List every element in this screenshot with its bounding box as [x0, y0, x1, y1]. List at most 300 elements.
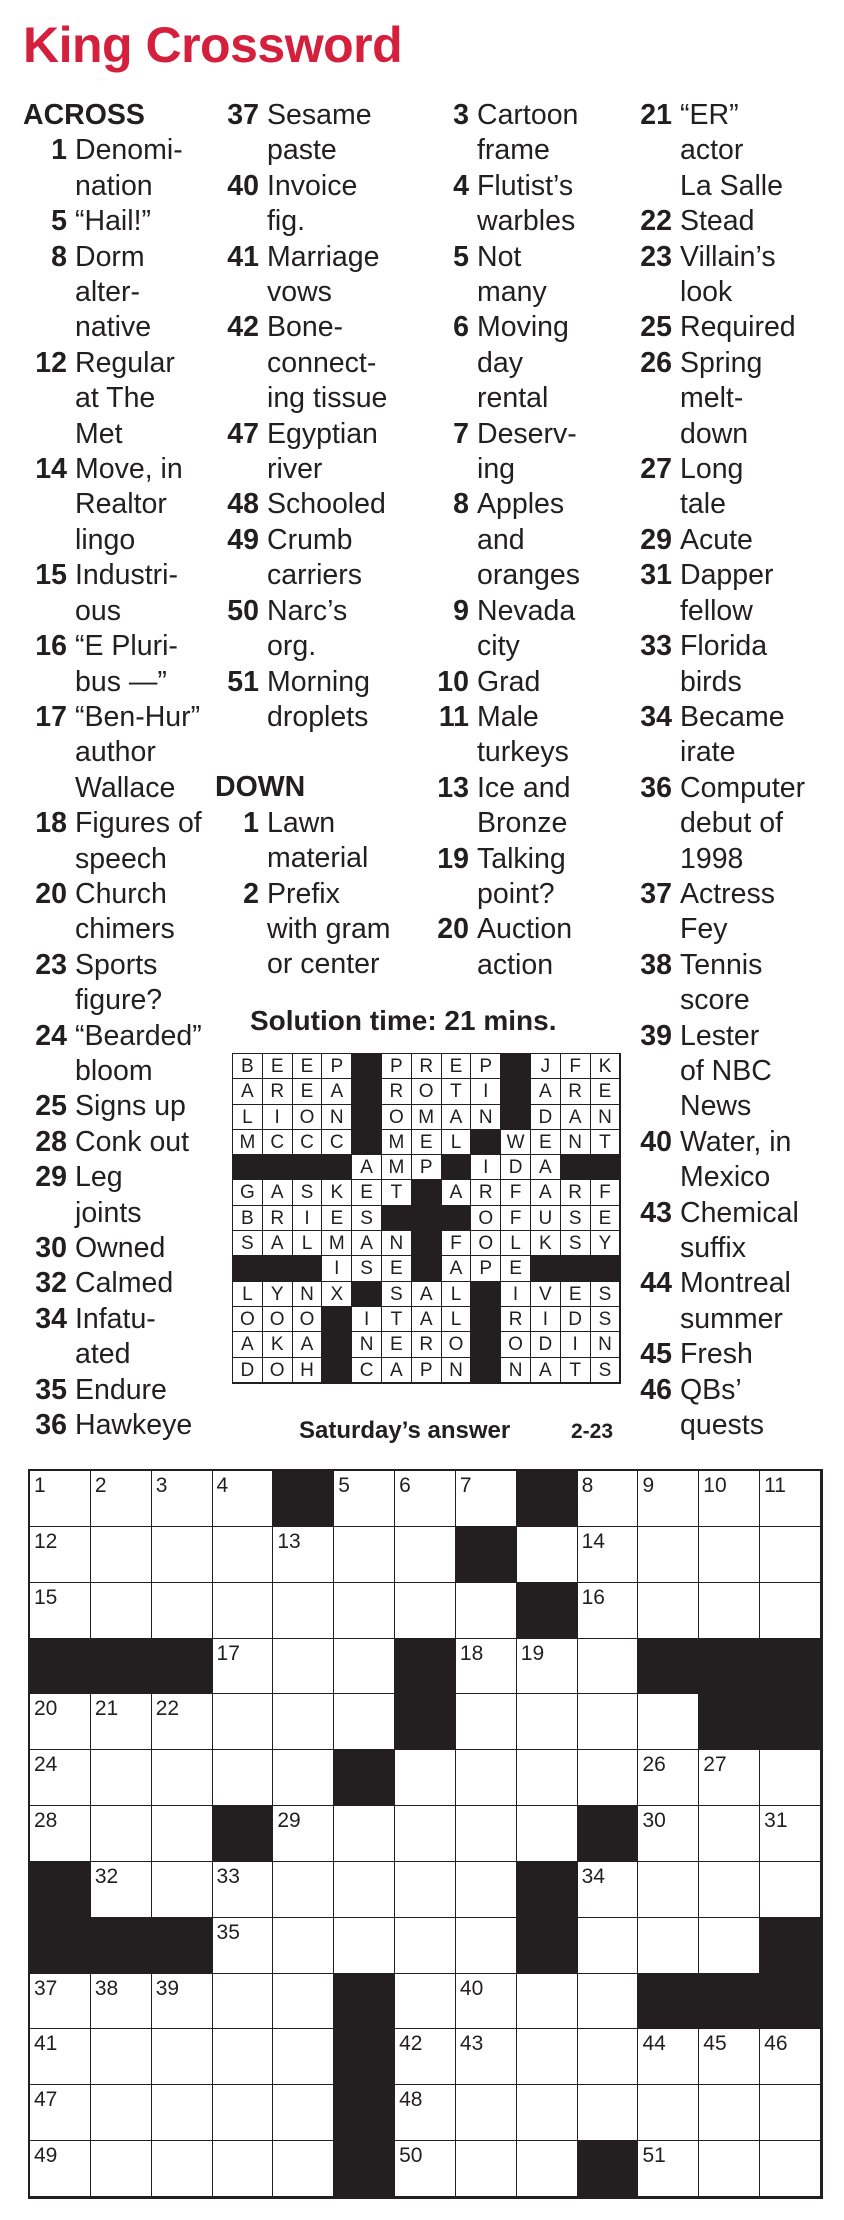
grid-cell[interactable] — [578, 1527, 639, 1583]
grid-cell[interactable] — [456, 1471, 517, 1527]
cell-number: 35 — [216, 1920, 240, 1944]
across-clue-48[interactable] — [215, 487, 415, 522]
cell-number: 41 — [34, 2032, 58, 2056]
grid-cell[interactable] — [213, 1862, 274, 1918]
grid-cell[interactable] — [456, 1694, 517, 1750]
grid-cell[interactable] — [334, 1471, 395, 1527]
grid-cell[interactable] — [699, 1583, 760, 1639]
grid-cell[interactable] — [578, 1583, 639, 1639]
clue-number: 39 — [640, 1019, 672, 1052]
clue-text: Calmed — [75, 1267, 174, 1300]
grid-cell[interactable] — [395, 1527, 456, 1583]
grid-cell[interactable] — [456, 1583, 517, 1639]
grid-cell[interactable] — [152, 2029, 213, 2085]
grid-cell[interactable] — [334, 1806, 395, 1862]
clue-number: 13 — [437, 771, 469, 804]
grid-cell[interactable] — [760, 2141, 821, 2197]
grid-cell[interactable] — [91, 2141, 152, 2197]
grid-cell[interactable] — [91, 1583, 152, 1639]
black-square — [456, 1527, 517, 1583]
grid-cell[interactable] — [273, 2085, 334, 2141]
across-clue-8[interactable] — [23, 240, 223, 346]
clue-number: 51 — [227, 665, 259, 698]
across-clue-28[interactable] — [23, 1125, 223, 1160]
down-clue-22[interactable] — [628, 204, 828, 239]
black-square — [501, 1054, 531, 1079]
down-clue-9[interactable] — [425, 594, 625, 665]
down-clue-26[interactable] — [628, 346, 828, 452]
answer-cell: A — [531, 1358, 561, 1383]
clue-text: Long tale — [680, 453, 744, 521]
grid-cell[interactable] — [213, 2141, 274, 2197]
grid-cell[interactable] — [334, 1583, 395, 1639]
answer-cell: A — [531, 1155, 561, 1180]
down-clue-8[interactable] — [425, 487, 625, 593]
grid-cell[interactable] — [699, 1750, 760, 1806]
grid-cell[interactable] — [91, 1862, 152, 1918]
grid-cell[interactable] — [213, 1694, 274, 1750]
down-clue-27[interactable] — [628, 452, 828, 523]
black-square — [152, 1918, 213, 1974]
black-square — [578, 2141, 639, 2197]
grid-cell[interactable] — [395, 1974, 456, 2030]
across-clue-47[interactable] — [215, 417, 415, 488]
grid-cell[interactable] — [395, 1471, 456, 1527]
clue-text: Stead — [680, 205, 755, 238]
grid-cell[interactable] — [517, 2085, 578, 2141]
grid-cell[interactable] — [638, 1806, 699, 1862]
black-square — [471, 1358, 501, 1383]
grid-cell[interactable] — [699, 1918, 760, 1974]
across-clue-34[interactable] — [23, 1302, 223, 1373]
clue-text: Sports figure? — [75, 948, 163, 1017]
grid-cell[interactable] — [91, 1750, 152, 1806]
cell-number: 13 — [277, 1529, 301, 1553]
clue-number: 26 — [640, 346, 672, 379]
across-clue-24[interactable] — [23, 1019, 223, 1090]
grid-cell[interactable] — [334, 1527, 395, 1583]
grid-cell[interactable] — [395, 1583, 456, 1639]
cell-number: 27 — [703, 1753, 727, 1777]
down-clue-23[interactable] — [628, 240, 828, 311]
clue-text: Fresh — [680, 1338, 753, 1371]
grid-cell[interactable] — [517, 1974, 578, 2030]
down-clue-29[interactable] — [628, 523, 828, 558]
grid-cell[interactable] — [760, 1862, 821, 1918]
answer-cell: D — [531, 1105, 561, 1130]
down-clue-37[interactable] — [628, 877, 828, 948]
cell-number: 32 — [94, 1864, 119, 1888]
grid-cell[interactable] — [30, 2141, 91, 2197]
across-clue-30[interactable] — [23, 1231, 223, 1266]
clue-text: Tennis score — [680, 948, 763, 1017]
clue-text: “ER” actor La Salle — [680, 99, 783, 202]
grid-cell[interactable] — [395, 2085, 456, 2141]
grid-cell[interactable] — [517, 1527, 578, 1583]
down-clue-38[interactable] — [628, 948, 828, 1019]
grid-cell[interactable] — [456, 2029, 517, 2085]
grid-cell[interactable] — [91, 1694, 152, 1750]
answer-cell: W — [501, 1130, 531, 1155]
grid-cell[interactable] — [91, 1806, 152, 1862]
down-clue-6[interactable] — [425, 310, 625, 416]
grid-cell[interactable] — [152, 1750, 213, 1806]
down-clue-43[interactable] — [628, 1196, 828, 1267]
grid-cell[interactable] — [578, 1694, 639, 1750]
grid-cell[interactable] — [699, 2085, 760, 2141]
grid-cell[interactable] — [91, 2085, 152, 2141]
down-clue-44[interactable] — [628, 1266, 828, 1337]
grid-cell[interactable] — [91, 2029, 152, 2085]
grid-cell[interactable] — [273, 1862, 334, 1918]
grid-cell[interactable] — [638, 2029, 699, 2085]
down-clue-7[interactable] — [425, 417, 625, 488]
across-clue-49[interactable] — [215, 523, 415, 594]
clue-number: 34 — [640, 700, 672, 733]
clue-number: 23 — [640, 240, 672, 273]
answer-cell: S — [352, 1256, 382, 1281]
grid-cell[interactable] — [456, 2085, 517, 2141]
answer-cell: I — [501, 1282, 531, 1307]
clue-number: 42 — [227, 311, 259, 344]
grid-cell[interactable] — [152, 1471, 213, 1527]
answer-cell: N — [442, 1358, 472, 1383]
black-square — [322, 1332, 352, 1357]
black-square — [531, 1256, 561, 1281]
grid-cell[interactable] — [213, 2029, 274, 2085]
grid-cell[interactable] — [30, 1694, 91, 1750]
across-clue-35[interactable] — [23, 1373, 223, 1408]
grid-cell[interactable] — [30, 1471, 91, 1527]
grid-cell[interactable] — [273, 1639, 334, 1695]
grid-cell[interactable] — [30, 1806, 91, 1862]
grid-cell[interactable] — [213, 1639, 274, 1695]
down-clue-45[interactable] — [628, 1337, 828, 1372]
down-clue-5[interactable] — [425, 240, 625, 311]
answer-cell: N — [352, 1332, 382, 1357]
clue-number: 12 — [35, 346, 67, 379]
clue-text: Flutist’s warbles — [477, 169, 576, 238]
across-clue-12[interactable] — [23, 346, 223, 452]
grid-cell[interactable] — [152, 1806, 213, 1862]
clue-number: 28 — [35, 1125, 67, 1158]
black-square — [322, 1307, 352, 1332]
grid-cell[interactable] — [456, 1750, 517, 1806]
grid-cell[interactable] — [517, 1694, 578, 1750]
grid-cell[interactable] — [456, 2141, 517, 2197]
across-clue-42[interactable] — [215, 310, 415, 416]
answer-cell: S — [591, 1358, 621, 1383]
grid-cell[interactable] — [456, 1806, 517, 1862]
cell-number: 30 — [642, 1809, 666, 1833]
down-clue-20[interactable] — [425, 912, 625, 983]
across-clue-41[interactable] — [215, 240, 415, 311]
grid-cell[interactable] — [395, 2029, 456, 2085]
grid-cell[interactable] — [91, 1471, 152, 1527]
down-clue-3[interactable] — [425, 98, 625, 169]
black-square — [638, 1974, 699, 2030]
crossword-grid[interactable] — [28, 1469, 823, 2199]
grid-cell[interactable] — [760, 1471, 821, 1527]
grid-cell[interactable] — [334, 1918, 395, 1974]
grid-cell[interactable] — [578, 1974, 639, 2030]
grid-cell[interactable] — [30, 1974, 91, 2030]
grid-cell[interactable] — [638, 1471, 699, 1527]
grid-cell[interactable] — [456, 1974, 517, 2030]
grid-cell[interactable] — [638, 2141, 699, 2197]
answer-cell: K — [263, 1332, 293, 1357]
grid-cell[interactable] — [517, 2029, 578, 2085]
grid-cell[interactable] — [152, 1974, 213, 2030]
grid-cell[interactable] — [91, 1974, 152, 2030]
down-clue-2[interactable] — [215, 877, 415, 983]
down-clue-31[interactable] — [628, 558, 828, 629]
black-square — [30, 1918, 91, 1974]
grid-cell[interactable] — [30, 1750, 91, 1806]
grid-cell[interactable] — [273, 1527, 334, 1583]
grid-cell[interactable] — [578, 2029, 639, 2085]
across-clue-17[interactable] — [23, 700, 223, 806]
grid-cell[interactable] — [213, 1918, 274, 1974]
answer-cell: T — [561, 1358, 591, 1383]
grid-cell[interactable] — [395, 1750, 456, 1806]
grid-cell[interactable] — [152, 1583, 213, 1639]
grid-cell[interactable] — [760, 2029, 821, 2085]
grid-cell[interactable] — [638, 1527, 699, 1583]
grid-cell[interactable] — [273, 2141, 334, 2197]
across-clue-51[interactable] — [215, 665, 415, 736]
across-clue-15[interactable] — [23, 558, 223, 629]
grid-cell[interactable] — [699, 1527, 760, 1583]
clue-number: 32 — [35, 1267, 67, 1300]
grid-cell[interactable] — [517, 1639, 578, 1695]
answer-cell: R — [263, 1079, 293, 1104]
grid-cell[interactable] — [456, 1639, 517, 1695]
grid-cell[interactable] — [273, 1974, 334, 2030]
grid-cell[interactable] — [638, 1862, 699, 1918]
cell-number: 7 — [459, 1474, 472, 1497]
clue-number: 15 — [35, 559, 67, 592]
answer-cell: V — [531, 1282, 561, 1307]
down-clue-36[interactable] — [628, 771, 828, 877]
black-square — [263, 1155, 293, 1180]
grid-cell[interactable] — [213, 2085, 274, 2141]
black-square — [334, 2141, 395, 2197]
grid-cell[interactable] — [699, 1471, 760, 1527]
grid-cell[interactable] — [699, 1806, 760, 1862]
grid-cell[interactable] — [213, 1527, 274, 1583]
across-clue-29[interactable] — [23, 1160, 223, 1231]
across-clue-25[interactable] — [23, 1089, 223, 1124]
grid-cell[interactable] — [578, 1862, 639, 1918]
down-clue-11[interactable] — [425, 700, 625, 771]
across-clue-36[interactable] — [23, 1408, 223, 1443]
cell-number: 29 — [277, 1809, 301, 1833]
answer-cell: K — [591, 1054, 621, 1079]
across-clue-20[interactable] — [23, 877, 223, 948]
across-clue-14[interactable] — [23, 452, 223, 558]
answer-cell: N — [501, 1358, 531, 1383]
cell-number: 12 — [34, 1529, 58, 1553]
grid-cell[interactable] — [273, 2029, 334, 2085]
down-clue-4[interactable] — [425, 169, 625, 240]
down-clue-1[interactable] — [215, 806, 415, 877]
grid-cell[interactable] — [273, 1694, 334, 1750]
grid-cell[interactable] — [578, 1918, 639, 1974]
across-clue-37[interactable] — [215, 98, 415, 169]
cell-number: 37 — [34, 1976, 58, 2000]
down-clue-19[interactable] — [425, 842, 625, 913]
grid-cell[interactable] — [578, 1471, 639, 1527]
cell-number: 49 — [34, 2144, 58, 2168]
grid-cell[interactable] — [213, 1583, 274, 1639]
grid-cell[interactable] — [152, 2085, 213, 2141]
across-clue-40[interactable] — [215, 169, 415, 240]
down-clue-40[interactable] — [628, 1125, 828, 1196]
answer-cell: E — [263, 1054, 293, 1079]
grid-cell[interactable] — [395, 1806, 456, 1862]
grid-cell[interactable] — [638, 1750, 699, 1806]
grid-cell[interactable] — [638, 2085, 699, 2141]
black-square — [334, 1974, 395, 2030]
grid-cell[interactable] — [273, 1918, 334, 1974]
clue-number: 5 — [51, 205, 67, 238]
clue-text: Regular at The Met — [75, 346, 175, 450]
across-clue-16[interactable] — [23, 629, 223, 700]
grid-cell[interactable] — [30, 2085, 91, 2141]
grid-cell[interactable] — [30, 2029, 91, 2085]
black-square — [699, 1694, 760, 1750]
grid-cell[interactable] — [578, 2085, 639, 2141]
down-clue-34[interactable] — [628, 700, 828, 771]
across-clue-50[interactable] — [215, 594, 415, 665]
grid-cell[interactable] — [578, 1750, 639, 1806]
grid-cell[interactable] — [760, 1750, 821, 1806]
down-clue-33[interactable] — [628, 629, 828, 700]
grid-cell[interactable] — [699, 2029, 760, 2085]
grid-cell[interactable] — [273, 1806, 334, 1862]
answer-cell: A — [412, 1282, 442, 1307]
black-square — [412, 1231, 442, 1256]
down-clue-39[interactable] — [628, 1019, 828, 1125]
clue-text: Signs up — [75, 1090, 186, 1123]
down-clue-46[interactable] — [628, 1373, 828, 1444]
grid-cell[interactable] — [213, 1974, 274, 2030]
black-square — [395, 1639, 456, 1695]
clue-number: 16 — [35, 630, 67, 663]
black-square — [352, 1079, 382, 1104]
black-square — [334, 2029, 395, 2085]
answer-cell: O — [263, 1358, 293, 1383]
grid-cell[interactable] — [213, 1750, 274, 1806]
grid-cell[interactable] — [638, 1918, 699, 1974]
cell-number: 20 — [34, 1697, 58, 1721]
across-clue-1[interactable] — [23, 133, 223, 204]
answer-cell: E — [322, 1206, 352, 1231]
grid-cell[interactable] — [152, 2141, 213, 2197]
across-clue-18[interactable] — [23, 806, 223, 877]
grid-cell[interactable] — [760, 1583, 821, 1639]
down-clue-13[interactable] — [425, 771, 625, 842]
black-square — [471, 1130, 501, 1155]
across-clue-23[interactable] — [23, 948, 223, 1019]
clue-number: 29 — [35, 1161, 67, 1194]
answer-cell: E — [591, 1079, 621, 1104]
clue-text: QBs’ quests — [680, 1373, 764, 1442]
grid-cell[interactable] — [760, 2085, 821, 2141]
down-clue-10[interactable] — [425, 665, 625, 700]
grid-cell[interactable] — [334, 1862, 395, 1918]
clue-number: 21 — [640, 99, 672, 131]
across-clue-32[interactable] — [23, 1266, 223, 1301]
black-square — [501, 1079, 531, 1104]
grid-cell[interactable] — [456, 1918, 517, 1974]
grid-cell[interactable] — [152, 1527, 213, 1583]
grid-cell[interactable] — [456, 1862, 517, 1918]
answer-cell: G — [233, 1180, 263, 1205]
clue-text: Endure — [75, 1373, 167, 1406]
answer-cell: K — [322, 1180, 352, 1205]
grid-cell[interactable] — [30, 1583, 91, 1639]
grid-cell[interactable] — [395, 1918, 456, 1974]
grid-cell[interactable] — [152, 1862, 213, 1918]
grid-cell[interactable] — [395, 2141, 456, 2197]
black-square — [382, 1206, 412, 1231]
answer-cell: P — [471, 1054, 501, 1079]
clue-text: Church chimers — [75, 877, 175, 946]
grid-cell[interactable] — [638, 1694, 699, 1750]
clue-number: 44 — [640, 1267, 672, 1300]
grid-cell[interactable] — [517, 2141, 578, 2197]
clue-text: Nevada city — [477, 594, 576, 663]
answer-cell: T — [382, 1307, 412, 1332]
grid-cell[interactable] — [395, 1862, 456, 1918]
clue-text: “Bearded” bloom — [75, 1019, 202, 1087]
clue-text: Egyptian river — [267, 417, 378, 486]
grid-cell[interactable] — [638, 1583, 699, 1639]
cell-number: 39 — [155, 1976, 180, 2000]
clue-text: Lawn material — [267, 806, 369, 875]
grid-cell[interactable] — [91, 1527, 152, 1583]
grid-cell[interactable] — [517, 1806, 578, 1862]
grid-cell[interactable] — [578, 1639, 639, 1695]
grid-cell[interactable] — [213, 1471, 274, 1527]
grid-cell[interactable] — [30, 1527, 91, 1583]
black-square — [517, 1862, 578, 1918]
answer-cell: N — [591, 1105, 621, 1130]
cell-number: 51 — [642, 2144, 666, 2168]
cell-number: 43 — [459, 2032, 484, 2056]
down-clue-21[interactable] — [628, 98, 828, 204]
grid-cell[interactable] — [760, 1806, 821, 1862]
grid-cell[interactable] — [517, 1750, 578, 1806]
grid-cell[interactable] — [699, 2141, 760, 2197]
clue-number: 10 — [437, 665, 469, 698]
across-clue-5[interactable] — [23, 204, 223, 239]
down-clue-25[interactable] — [628, 310, 828, 345]
answer-cell: M — [233, 1130, 263, 1155]
grid-cell[interactable] — [273, 1750, 334, 1806]
grid-cell[interactable] — [760, 1527, 821, 1583]
answer-cell: L — [442, 1307, 472, 1332]
grid-cell[interactable] — [334, 1694, 395, 1750]
black-square — [412, 1206, 442, 1231]
black-square — [273, 1471, 334, 1527]
grid-cell[interactable] — [334, 1639, 395, 1695]
grid-cell[interactable] — [273, 1583, 334, 1639]
grid-cell[interactable] — [699, 1862, 760, 1918]
grid-cell[interactable] — [152, 1694, 213, 1750]
